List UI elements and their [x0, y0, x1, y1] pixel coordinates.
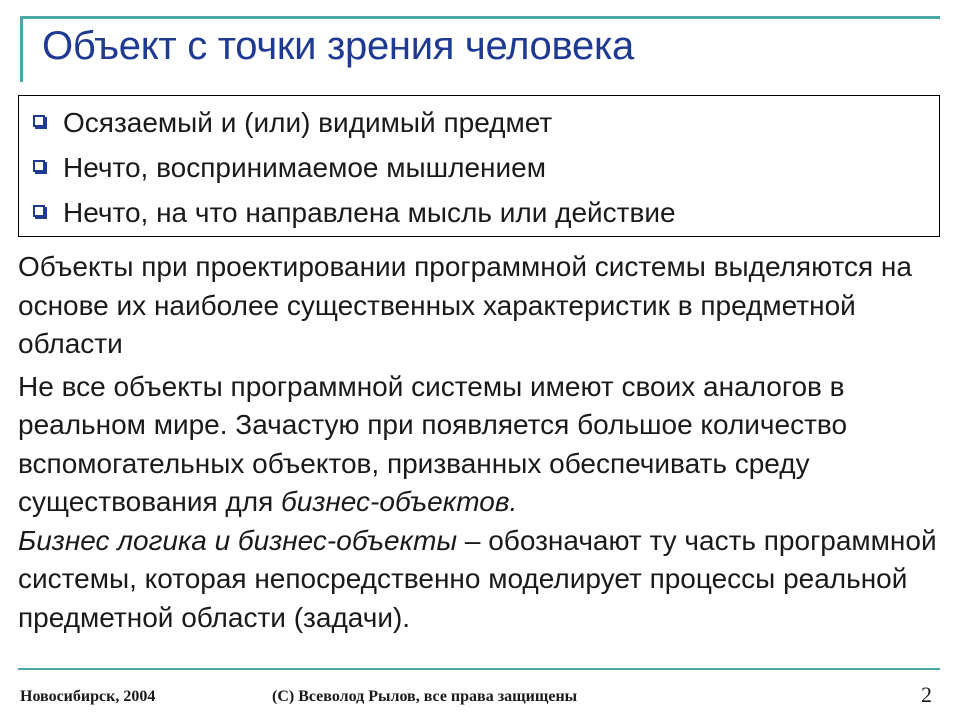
bullet-box [18, 95, 940, 237]
paragraph-not-all-objects [18, 368, 938, 638]
bullet-list [29, 100, 939, 235]
hollow-square-icon [33, 205, 45, 217]
bullet-item [29, 190, 939, 235]
hollow-square-icon [33, 115, 45, 127]
slide-title: Объект с точки зрения человека [42, 24, 634, 68]
footer-copyright: (С) Всеволод Рылов, все права защищены [272, 688, 578, 705]
hollow-square-icon [33, 160, 45, 172]
bottom-divider [18, 668, 940, 670]
paragraph-text: Не все объекты программной системы имеют своих аналогов в реальном мире. Зачастую при появляется большое количество вспомогательных объектов, призванных обеспечивать среду существования для [18, 370, 848, 517]
bullet-item [29, 145, 939, 190]
paragraph-text: обозначают ту часть программной системы, которая непосредственно моделирует процессы реальной предметной области (задачи). [18, 524, 937, 633]
paragraph-objects-design: Объекты при проектировании программной системы выделяются на основе их наиболее существенных характеристик в предметной области [18, 251, 912, 359]
bullet-text: Нечто, на что направлена мысль или действие [63, 196, 676, 228]
page-number: 2 [921, 682, 932, 707]
body-text [18, 248, 938, 641]
italic-term: бизнес-объектов. [281, 486, 518, 517]
footer-location: Новосибирск, 2004 [20, 688, 156, 705]
top-divider [22, 16, 940, 19]
bullet-text: Нечто, воспринимаемое мышлением [63, 151, 546, 183]
bullet-text: Осязаемый и (или) видимый предмет [63, 106, 553, 138]
italic-term: Бизнес логика и бизнес-объекты – [18, 524, 481, 556]
left-divider [20, 16, 23, 82]
bullet-item [29, 100, 939, 145]
